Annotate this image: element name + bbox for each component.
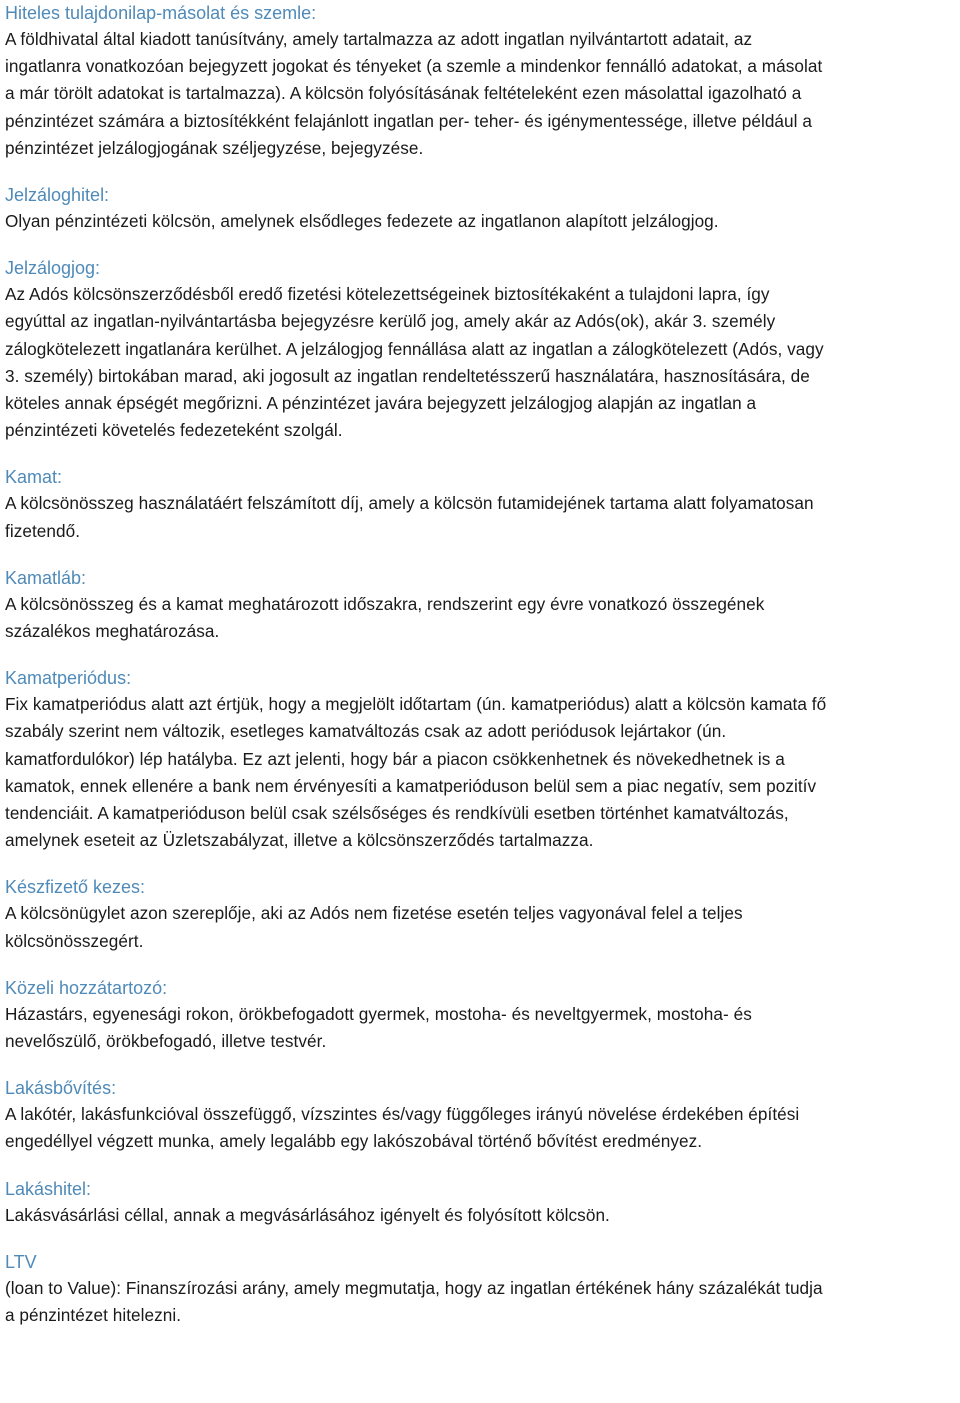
term-definition — [5, 591, 960, 645]
glossary-entry-jelzaloghitel — [5, 182, 960, 235]
definition-line: A lakótér, lakásfunkcióval összefüggő, vízszintes és/vagy függőleges irányú növelése érdekében építési — [5, 1104, 800, 1125]
definition-line: fizetendő. — [5, 520, 81, 541]
definition-line: amelynek eseteit az Üzletszabályzat, illetve a kölcsönszerződés tartalmazza. — [5, 830, 594, 851]
term-heading: Kamatláb: — [5, 567, 87, 588]
term-heading: Kamat: — [5, 467, 63, 488]
definition-line: engedéllyel végzett munka, amely legalább egy lakószobával történő bővítést eredményez. — [5, 1131, 703, 1152]
term-definition — [5, 1275, 960, 1329]
definition-line: a már törölt adatokat is tartalmazza). A kölcsön folyósításának feltételeként ezen másolattal igazolható a — [5, 83, 802, 104]
definition-line: százalékos meghatározása. — [5, 621, 220, 642]
definition-line: pénzintézet számára a biztosítékként felajánlott ingatlan per- teher- és igénymentessége, illetve például a — [5, 110, 812, 131]
term-heading: LTV — [5, 1251, 37, 1272]
definition-line: A kölcsönügylet azon szereplője, aki az Adós nem fizetése esetén teljes vagyonával felel a teljes — [5, 903, 743, 924]
term-heading: Jelzálogjog: — [5, 258, 101, 279]
definition-line: kamatfordulókor) lép hatályba. Ez azt jelenti, hogy bár a piacon csökkenhetnek és növekedhetnek is a — [5, 748, 785, 769]
definition-line: (loan to Value): Finanszírozási arány, amely megmutatja, hogy az ingatlan értékének hány százalékát tudja — [5, 1277, 823, 1298]
term-heading: Készfizető kezes: — [5, 877, 146, 898]
glossary-entry-ltv — [5, 1249, 960, 1329]
definition-line: Lakásvásárlási céllal, annak a megvásárlásához igényelt és folyósított kölcsön. — [5, 1204, 610, 1225]
definition-line: 3. személy) birtokában marad, aki jogosult az ingatlan rendeltetésszerű használatára, hasznosítására, de — [5, 365, 810, 386]
glossary-entry-kamatperiodus — [5, 665, 960, 854]
glossary-entry-lakashitel — [5, 1176, 960, 1229]
term-heading: Lakásbővítés: — [5, 1078, 117, 1099]
definition-line: pénzintézet jelzálogjogának széljegyzése, bejegyzése. — [5, 137, 424, 158]
term-heading: Kamatperiódus: — [5, 668, 132, 689]
definition-line: A földhivatal által kiadott tanúsítvány, amely tartalmazza az adott ingatlan nyilvántartott adatait, az — [5, 29, 753, 49]
definition-line: Fix kamatperiódus alatt azt értjük, hogy a megjelölt időtartam (ún. kamatperiódus) alatt a kölcsön kamata fő — [5, 694, 827, 715]
term-definition — [5, 26, 960, 162]
definition-line: Az Adós kölcsönszerződésből eredő fizetési kötelezettségeinek biztosítékaként a tulajdoni lapra, így — [5, 284, 770, 305]
term-definition — [5, 208, 960, 235]
definition-line: a pénzintézet hitelezni. — [5, 1305, 182, 1326]
definition-line: szabály szerint nem változik, esetleges kamatváltozás csak az adott periódusok lejártakor (ún. — [5, 721, 727, 742]
definition-line: köteles annak épségét megőrizni. A pénzintézet javára bejegyzett jelzálogjog alapján az ingatlan a — [5, 393, 757, 414]
definition-line: A kölcsönösszeg használatáért felszámított díj, amely a kölcsön futamidejének tartama alatt folyamatosan — [5, 493, 814, 514]
term-definition — [5, 691, 960, 854]
definition-line: zálogkötelezett ingatlanára kerülhet. A jelzálogjog fennállása alatt az ingatlan a zálogkötelezett (Adós, vagy — [5, 338, 824, 359]
glossary-entry-jelzalogjog — [5, 255, 960, 444]
term-heading: Jelzáloghitel: — [5, 185, 110, 206]
definition-line: Olyan pénzintézeti kölcsön, amelynek elsődleges fedezete az ingatlanon alapított jelzálogjog. — [5, 211, 719, 232]
glossary-entry-kamatlab — [5, 565, 960, 645]
term-heading: Közeli hozzátartozó: — [5, 977, 168, 998]
term-heading: Hiteles tulajdonilap-másolat és szemle: — [5, 3, 317, 23]
term-heading: Lakáshitel: — [5, 1178, 92, 1199]
definition-line: kamatok, ennek ellenére a bank nem érvényesíti a kamatperióduson belül sem a piac negatív, sem pozitív — [5, 775, 817, 796]
definition-line: tendenciáit. A kamatperióduson belül csak szélsőséges és rendkívüli esetben történhet kamatváltozás, — [5, 803, 789, 824]
glossary-entry-keszfizeto-kezes — [5, 874, 960, 954]
term-definition — [5, 900, 960, 954]
term-definition — [5, 490, 960, 544]
term-definition — [5, 281, 960, 444]
glossary-entry-hiteles-tulajdonilap — [5, 0, 960, 162]
definition-line: nevelőszülő, örökbefogadó, illetve testvér. — [5, 1031, 327, 1052]
definition-line: egyúttal az ingatlan-nyilvántartásba bejegyzésre kerülő jog, amely akár az Adós(ok), akár 3. személy — [5, 311, 776, 332]
glossary-entry-lakasbovites — [5, 1075, 960, 1155]
term-definition — [5, 1101, 960, 1155]
definition-line: kölcsönösszegért. — [5, 930, 144, 951]
definition-line: ingatlanra vonatkozóan bejegyzett jogokat és tényeket (a szemle a mindenkor fennálló adatokat, a másolat — [5, 56, 823, 77]
term-definition — [5, 1202, 960, 1229]
glossary-entry-kamat — [5, 464, 960, 544]
term-definition — [5, 1001, 960, 1055]
definition-line: pénzintézeti követelés fedezeteként szolgál. — [5, 420, 343, 441]
definition-line: A kölcsönösszeg és a kamat meghatározott időszakra, rendszerint egy évre vonatkozó összegének — [5, 593, 765, 614]
definition-line: Házastárs, egyenesági rokon, örökbefogadott gyermek, mostoha- és neveltgyermek, mostoha- és — [5, 1003, 752, 1024]
glossary-entry-kozeli-hozzatartozo — [5, 975, 960, 1055]
